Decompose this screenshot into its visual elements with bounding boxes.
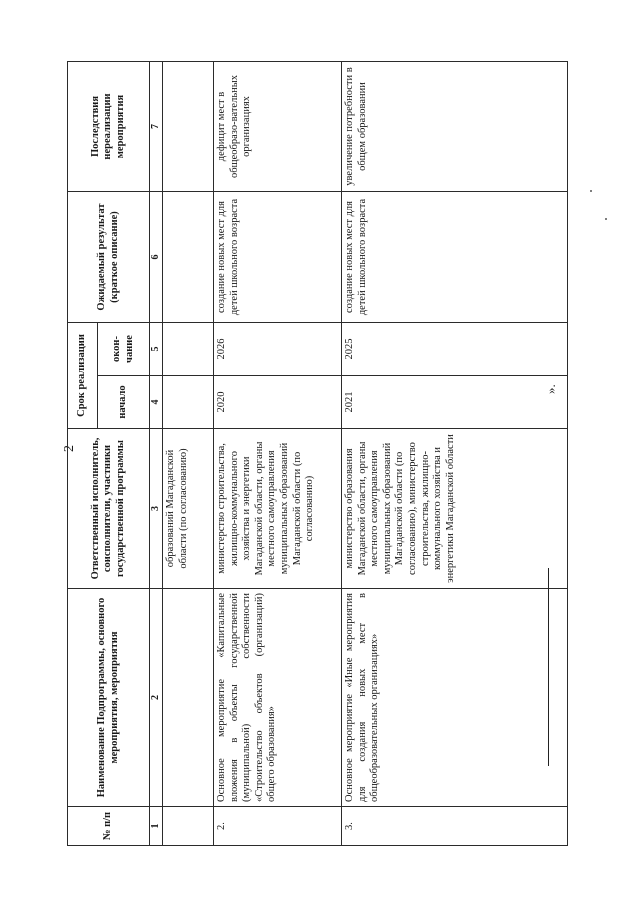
cell-name	[163, 589, 214, 807]
cell-start	[163, 376, 214, 429]
cell-responsible: министерство образования Магаданской области, органы местного самоуправления муниципальных образований Магаданской области (по согласованию), министерство строительства, жилищно-коммунального хозяйства и энергетики Магаданской области	[342, 429, 568, 589]
closing-underline	[548, 568, 549, 766]
cell-result: создание новых мест для детей школьного возраста	[214, 192, 342, 323]
cell-consequences: увеличение потребности в общем образовании	[342, 62, 568, 192]
cell-name: Основное мероприятие «Иные мероприятия для создания новых мест в общеобразовательных организациях»	[342, 589, 568, 807]
cell-result: создание новых мест для детей школьного возраста	[342, 192, 568, 323]
column-number: 5	[150, 323, 163, 376]
header-responsible: Ответственный исполнитель, соисполнители, участники государственной программы	[68, 429, 150, 589]
column-number: 4	[150, 376, 163, 429]
column-number: 2	[150, 589, 163, 807]
table-row	[342, 62, 568, 846]
cell-consequences: дефицит мест в общеобразо-вательных организациях	[214, 62, 342, 192]
closing-quote-mark: ».	[543, 384, 558, 394]
header-end: окон-чание	[98, 323, 150, 376]
header-result: Ожидаемый результат (краткое описание)	[68, 192, 150, 323]
cell-end: 2026	[214, 323, 342, 376]
scan-speck	[605, 218, 607, 220]
cell-name: Основное мероприятие «Капитальные вложения в объекты государственной (муниципальной) собственности «Строительство объектов (организаций) общего образования»	[214, 589, 342, 807]
cell-start: 2021	[342, 376, 568, 429]
cell-num	[163, 807, 214, 846]
header-name: Наименование Подпрограммы, основного мероприятия, мероприятия	[68, 589, 150, 807]
program-activities-table	[67, 61, 568, 846]
cell-start: 2020	[214, 376, 342, 429]
cell-num: 3.	[342, 807, 568, 846]
header-consequences: Последствия нереализации мероприятия	[68, 62, 150, 192]
header-start: начало	[98, 376, 150, 429]
header-num: № п/п	[68, 807, 150, 846]
column-numbers-row	[150, 62, 163, 846]
header-row-top	[68, 62, 98, 846]
cell-responsible: министерство строительства, жилищно-коммунального хозяйства и энергетики Магаданской области, органы местного самоуправления муниципальных образований Магаданской области (по согласованию)	[214, 429, 342, 589]
scan-speck	[590, 190, 592, 192]
cell-responsible: образований Магаданской области (по согласованию)	[163, 429, 214, 589]
program-table-rotated	[67, 62, 565, 846]
cell-consequences	[163, 62, 214, 192]
column-number: 1	[150, 807, 163, 846]
table-row	[214, 62, 342, 846]
cell-end: 2025	[342, 323, 568, 376]
cell-result	[163, 192, 214, 323]
cell-end	[163, 323, 214, 376]
column-number: 3	[150, 429, 163, 589]
column-number: 7	[150, 62, 163, 192]
table-row	[163, 62, 214, 846]
page-number: 2	[62, 445, 77, 452]
column-number: 6	[150, 192, 163, 323]
header-period: Срок реализации	[68, 323, 98, 429]
cell-num: 2.	[214, 807, 342, 846]
